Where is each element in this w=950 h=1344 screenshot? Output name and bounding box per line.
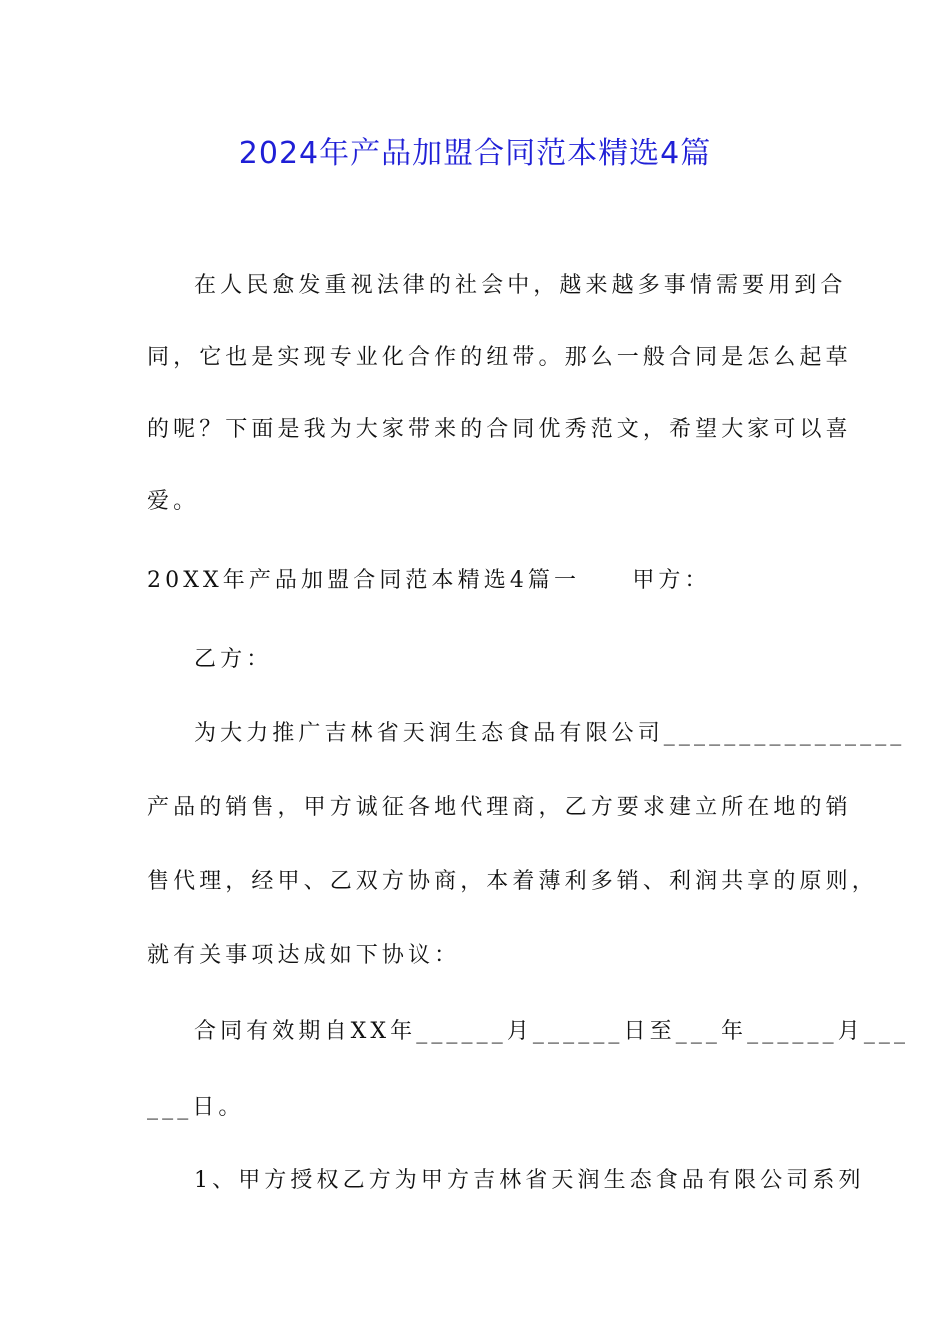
paragraph-line: 乙方：	[194, 647, 273, 672]
paragraph-line: 在人民愈发重视法律的社会中，越来越多事情需要用到合	[194, 273, 847, 298]
paragraph-line: 售代理，经甲、乙双方协商，本着薄利多销、利润共享的原则，	[147, 869, 878, 894]
paragraph-line: 爱。	[147, 489, 200, 514]
document-title: 2024年产品加盟合同范本精选4篇	[238, 136, 712, 171]
paragraph-line: 1、甲方授权乙方为甲方吉林省天润生态食品有限公司系列	[194, 1168, 865, 1193]
paragraph-line: ___日。	[147, 1095, 245, 1120]
paragraph-line: 同，它也是实现专业化合作的纽带。那么一般合同是怎么起草	[147, 345, 852, 370]
section-heading-line: 20XX年产品加盟合同范本精选4篇一 甲方：	[147, 568, 711, 593]
paragraph-line: 就有关事项达成如下协议：	[147, 943, 461, 968]
paragraph-line: 的呢？下面是我为大家带来的合同优秀范文，希望大家可以喜	[147, 417, 852, 442]
paragraph-line: 合同有效期自XX年______月______日至___年______月___	[194, 1019, 910, 1044]
paragraph-line: 为大力推广吉林省天润生态食品有限公司________________	[194, 721, 906, 746]
paragraph-line: 产品的销售，甲方诚征各地代理商，乙方要求建立所在地的销	[147, 795, 852, 820]
